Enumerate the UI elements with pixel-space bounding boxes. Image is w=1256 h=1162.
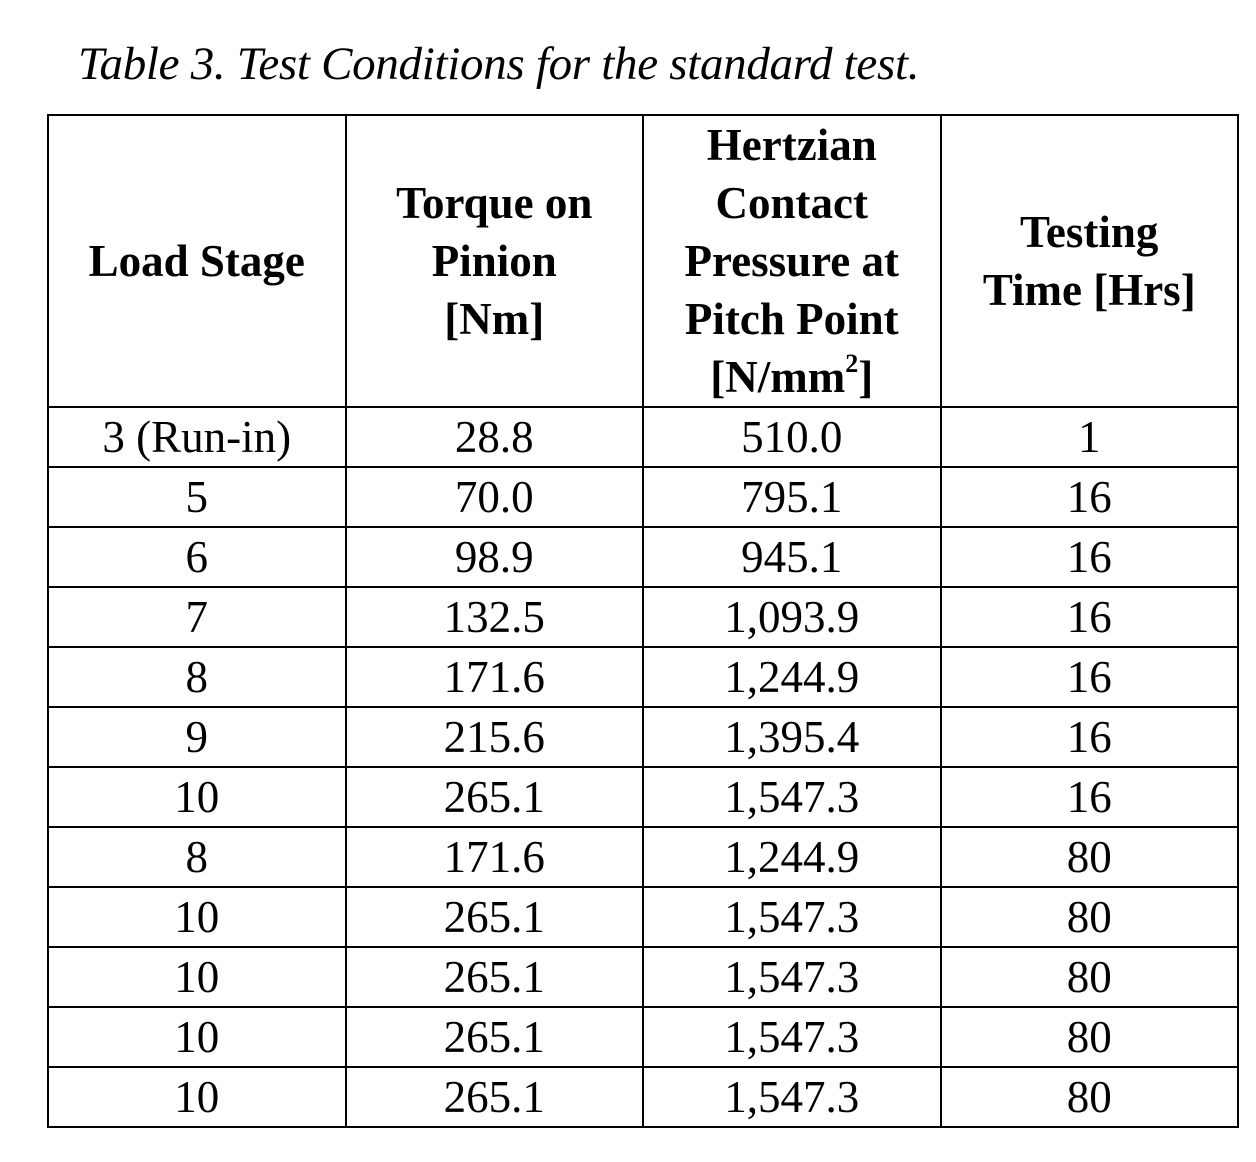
torque-cell: 265.1 — [346, 1007, 644, 1067]
table-row — [48, 647, 1238, 707]
testing-time-cell: 1 — [941, 407, 1239, 467]
testing-time-cell: 16 — [941, 767, 1239, 827]
pressure-cell: 795.1 — [643, 467, 941, 527]
header-line: Torque on — [396, 178, 593, 228]
table-row — [48, 827, 1238, 887]
header-unit-line — [644, 348, 940, 406]
testing-time-cell: 16 — [941, 527, 1239, 587]
pressure-cell: 510.0 — [643, 407, 941, 467]
table-row — [48, 407, 1238, 467]
header-line: Hertzian — [706, 120, 877, 170]
unit-exponent: 2 — [845, 349, 859, 378]
torque-cell: 265.1 — [346, 1067, 644, 1127]
table-row — [48, 707, 1238, 767]
torque-cell: 171.6 — [346, 827, 644, 887]
test-conditions-table — [47, 114, 1239, 1128]
testing-time-cell: 80 — [941, 1067, 1239, 1127]
load-stage-cell: 10 — [48, 767, 346, 827]
pressure-cell: 1,093.9 — [643, 587, 941, 647]
header-hertzian-contact-pressure — [643, 115, 941, 407]
header-row — [48, 115, 1238, 407]
header-line: Contact — [715, 178, 868, 228]
pressure-cell: 1,244.9 — [643, 647, 941, 707]
pressure-cell: 1,244.9 — [643, 827, 941, 887]
testing-time-cell: 80 — [941, 947, 1239, 1007]
table-row — [48, 767, 1238, 827]
header-line: Load Stage — [88, 236, 305, 286]
unit-suffix: ] — [858, 352, 874, 402]
header-line: [Nm] — [444, 294, 545, 344]
header-torque-on-pinion — [346, 115, 644, 407]
load-stage-cell: 10 — [48, 887, 346, 947]
pressure-cell: 1,547.3 — [643, 887, 941, 947]
load-stage-cell: 8 — [48, 827, 346, 887]
header-line: Time [Hrs] — [982, 265, 1196, 315]
load-stage-cell: 6 — [48, 527, 346, 587]
testing-time-cell: 16 — [941, 647, 1239, 707]
table-row — [48, 887, 1238, 947]
table-row — [48, 947, 1238, 1007]
testing-time-cell: 80 — [941, 1007, 1239, 1067]
testing-time-cell: 80 — [941, 827, 1239, 887]
load-stage-cell: 7 — [48, 587, 346, 647]
torque-cell: 265.1 — [346, 887, 644, 947]
table-row — [48, 467, 1238, 527]
testing-time-cell: 16 — [941, 587, 1239, 647]
pressure-cell: 1,547.3 — [643, 1007, 941, 1067]
pressure-cell: 1,547.3 — [643, 767, 941, 827]
table-body — [48, 407, 1238, 1127]
pressure-cell: 945.1 — [643, 527, 941, 587]
torque-cell: 132.5 — [346, 587, 644, 647]
load-stage-cell: 3 (Run-in) — [48, 407, 346, 467]
testing-time-cell: 16 — [941, 467, 1239, 527]
pressure-cell: 1,547.3 — [643, 1067, 941, 1127]
torque-cell: 28.8 — [346, 407, 644, 467]
torque-cell: 98.9 — [346, 527, 644, 587]
header-line: Testing — [1020, 207, 1159, 257]
load-stage-cell: 8 — [48, 647, 346, 707]
load-stage-cell: 5 — [48, 467, 346, 527]
pressure-cell: 1,395.4 — [643, 707, 941, 767]
load-stage-cell: 10 — [48, 1067, 346, 1127]
table-row — [48, 587, 1238, 647]
load-stage-cell: 9 — [48, 707, 346, 767]
header-line: Pressure at — [684, 236, 900, 286]
table-row — [48, 527, 1238, 587]
table-row — [48, 1007, 1238, 1067]
testing-time-cell: 80 — [941, 887, 1239, 947]
table-row — [48, 1067, 1238, 1127]
header-testing-time — [941, 115, 1239, 407]
pressure-cell: 1,547.3 — [643, 947, 941, 1007]
header-load-stage — [48, 115, 346, 407]
torque-cell: 265.1 — [346, 767, 644, 827]
header-line: Pinion — [431, 236, 557, 286]
torque-cell: 215.6 — [346, 707, 644, 767]
table-caption: Table 3. Test Conditions for the standard test. — [78, 38, 920, 90]
torque-cell: 171.6 — [346, 647, 644, 707]
load-stage-cell: 10 — [48, 1007, 346, 1067]
table-header — [48, 115, 1238, 407]
header-line: Pitch Point — [684, 294, 899, 344]
load-stage-cell: 10 — [48, 947, 346, 1007]
unit-prefix: [N/mm — [710, 352, 846, 402]
torque-cell: 265.1 — [346, 947, 644, 1007]
torque-cell: 70.0 — [346, 467, 644, 527]
testing-time-cell: 16 — [941, 707, 1239, 767]
